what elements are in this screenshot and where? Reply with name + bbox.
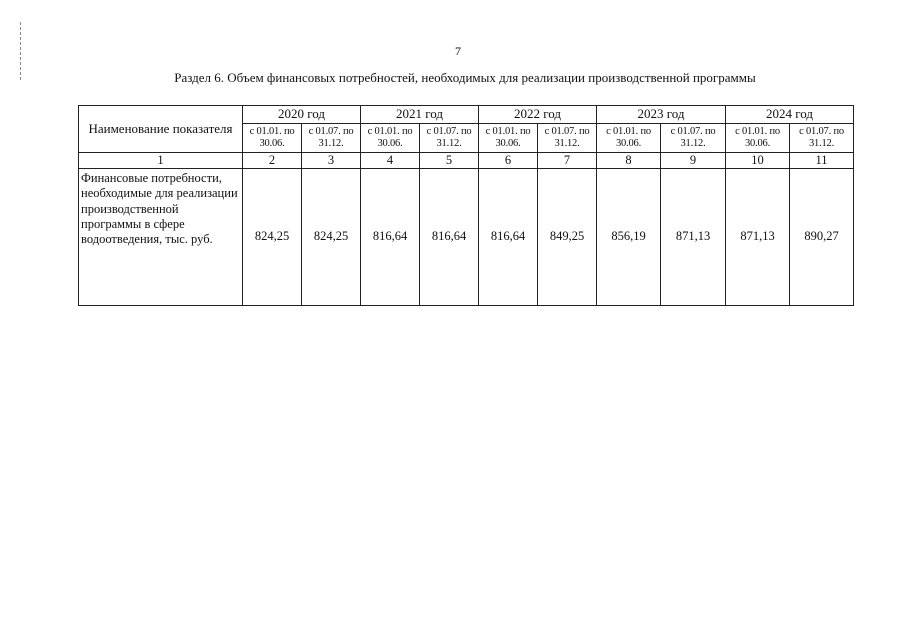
period-header: с 01.01. по 30.06. <box>243 124 302 153</box>
section-title: Раздел 6. Объем финансовых потребностей, необходимых для реализации производственной программы <box>174 70 756 85</box>
value-cell: 816,64 <box>479 169 538 306</box>
column-number: 9 <box>661 153 726 169</box>
period-header: с 01.07. по 31.12. <box>538 124 597 153</box>
column-number: 1 <box>79 153 243 169</box>
period-header: с 01.07. по 31.12. <box>661 124 726 153</box>
column-number: 6 <box>479 153 538 169</box>
year-header: 2021 год <box>361 106 479 124</box>
year-header: 2020 год <box>243 106 361 124</box>
value-cell: 856,19 <box>597 169 661 306</box>
period-header: с 01.07. по 31.12. <box>420 124 479 153</box>
value-cell: 816,64 <box>420 169 479 306</box>
column-number: 5 <box>420 153 479 169</box>
value-cell: 871,13 <box>726 169 790 306</box>
binding-margin-mark <box>20 22 21 80</box>
column-number: 10 <box>726 153 790 169</box>
column-number: 8 <box>597 153 661 169</box>
value-cell: 871,13 <box>661 169 726 306</box>
period-header: с 01.07. по 31.12. <box>790 124 854 153</box>
year-header: 2023 год <box>597 106 726 124</box>
table-row <box>79 169 854 306</box>
column-number: 4 <box>361 153 420 169</box>
value-cell: 816,64 <box>361 169 420 306</box>
period-header: с 01.01. по 30.06. <box>726 124 790 153</box>
row-label: Финансовые потребности, необходимые для реализации производственной программы в сфере водоотведения, тыс. руб. <box>79 169 243 306</box>
column-number: 7 <box>538 153 597 169</box>
column-number: 3 <box>302 153 361 169</box>
period-header: с 01.01. по 30.06. <box>597 124 661 153</box>
page-number: 7 <box>455 44 461 58</box>
value-cell: 890,27 <box>790 169 854 306</box>
value-cell: 849,25 <box>538 169 597 306</box>
financial-needs-table <box>78 105 854 306</box>
year-header: 2024 год <box>726 106 854 124</box>
year-header: 2022 год <box>479 106 597 124</box>
name-column-header: Наименование показателя <box>79 106 243 153</box>
period-header: с 01.01. по 30.06. <box>479 124 538 153</box>
value-cell: 824,25 <box>243 169 302 306</box>
period-header: с 01.01. по 30.06. <box>361 124 420 153</box>
period-header: с 01.07. по 31.12. <box>302 124 361 153</box>
value-cell: 824,25 <box>302 169 361 306</box>
column-number: 2 <box>243 153 302 169</box>
column-number: 11 <box>790 153 854 169</box>
